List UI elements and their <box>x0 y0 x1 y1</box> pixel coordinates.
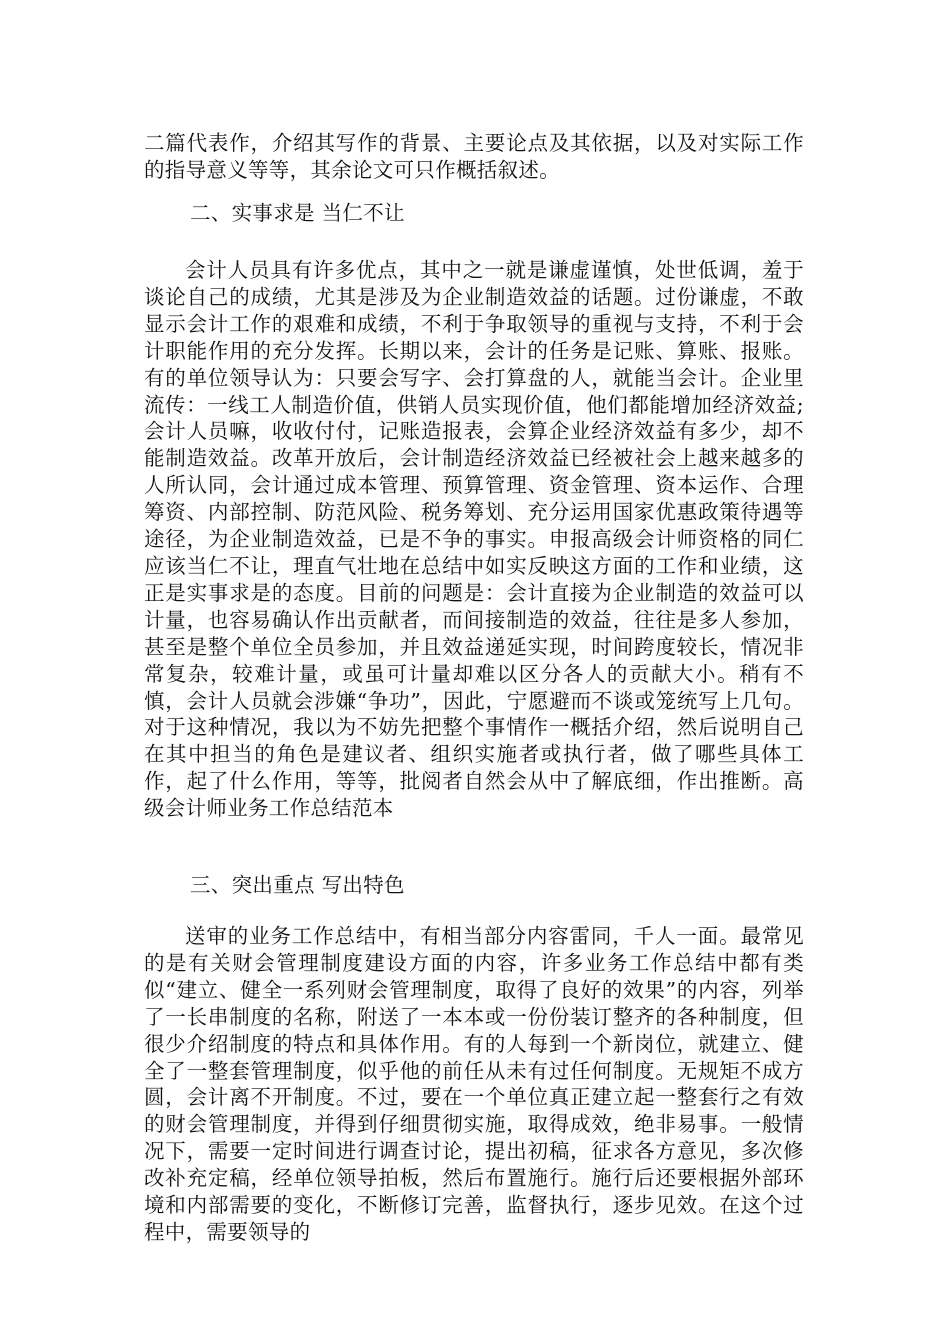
section-3-paragraph: 送审的业务工作总结中，有相当部分内容雷同，千人一面。最常见的是有关财会管理制度建设方面的内容，许多业务工作总结中都有类似“建立、健全一系列财会管理制度，取得了良好的效果”的内容，列举了一长串制度的名称，附送了一本本或一份份装订整齐的各种制度，但很少介绍制度的特点和具体作用。有的人每到一个新岗位，就建立、健全了一整套管理制度，似乎他的前任从未有过任何制度。无规矩不成方圆，会计离不开制度。不过，要在一个单位真正建立起一整套行之有效的财会管理制度，并得到仔细贯彻实施，取得成效，绝非易事。一般情况下，需要一定时间进行调查讨论，提出初稿，征求各方意见，多次修改补充定稿，经单位领导拍板，然后布置施行。施行后还要根据外部环境和内部需要的变化，不断修订完善，监督执行，逐步见效。在这个过程中，需要领导的 <box>144 924 804 1244</box>
section-heading-2: 二、实事求是 当仁不让 <box>190 201 405 225</box>
section-2-paragraph: 会计人员具有许多优点，其中之一就是谦虚谨慎，处世低调，羞于谈论自己的成绩，尤其是涉及为企业制造效益的话题。过份谦虚，不敢显示会计工作的艰难和成绩，不利于争取领导的重视与支持，不利于会计职能作用的充分发挥。长期以来，会计的任务是记账、算账、报账。有的单位领导认为：只要会写字、会打算盘的人，就能当会计。企业里流传：一线工人制造价值，供销人员实现价值，他们都能增加经济效益;会计人员嘛，收收付付，记账造报表，会算企业经济效益有多少，却不能制造效益。改革开放后，会计制造经济效益已经被社会上越来越多的人所认同，会计通过成本管理、预算管理、资金管理、资本运作、合理筹资、内部控制、防范风险、税务筹划、充分运用国家优惠政策待遇等途径，为企业制造效益，已是不争的事实。申报高级会计师资格的同仁应该当仁不让，理直气壮地在总结中如实反映这方面的工作和业绩，这正是实事求是的态度。目前的问题是：会计直接为企业制造的效益可以计量，也容易确认作出贡献者，而间接制造的效益，往往是多人参加，甚至是整个单位全员参加，并且效益递延实现，时间跨度较长，情况非常复杂，较难计量，或虽可计量却难以区分各人的贡献大小。稍有不慎，会计人员就会涉嫌“争功”，因此，宁愿避而不谈或笼统写上几句。对于这种情况，我以为不妨先把整个事情作一概括介绍，然后说明自己在其中担当的角色是建议者、组织实施者或执行者，做了哪些具体工作，起了什么作用，等等，批阅者自然会从中了解底细，作出推断。高级会计师业务工作总结范本 <box>144 258 804 821</box>
continued-paragraph: 二篇代表作，介绍其写作的背景、主要论点及其依据，以及对实际工作的指导意义等等，其余论文可只作概括叙述。 <box>144 131 804 182</box>
section-heading-3: 三、突出重点 写出特色 <box>190 873 405 897</box>
